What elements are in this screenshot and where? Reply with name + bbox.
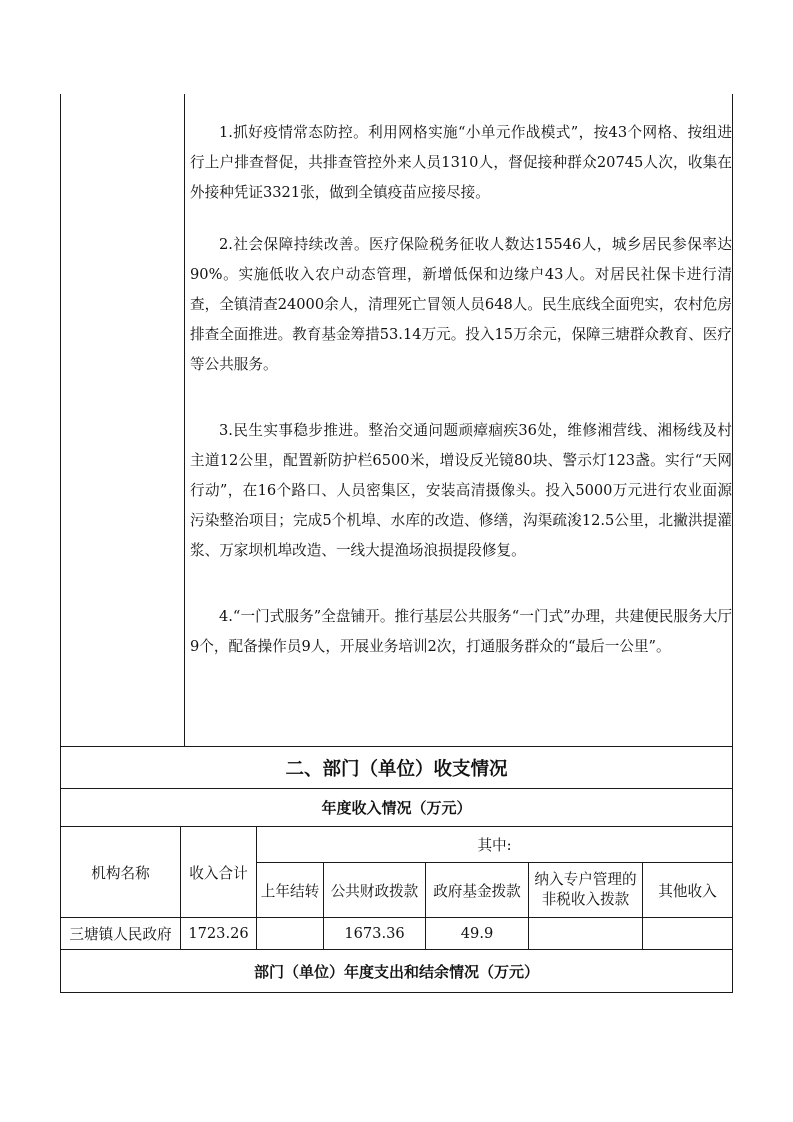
header-income-total: 收入合计 [189, 864, 248, 882]
header-org-name: 机构名称 [91, 864, 150, 882]
header-gov-fund: 政府基金拨款 [433, 882, 521, 900]
header-special-account-line2: 非税收入拨款 [541, 891, 630, 908]
header-special-account-line1: 纳入专户管理的 [534, 871, 637, 888]
narrative-paragraph-4: 4.“一门式服务”全盘铺开。推行基层公共服务“一门式”办理，共建便民服务大厅9个，配备操作员9人，开展业务培训2次，打通服务群众的“最后一公里”。 [190, 608, 732, 655]
row-org-name: 三塘镇人民政府 [69, 926, 172, 943]
row-other-income [643, 918, 732, 949]
narrative-paragraph-3: 3.民生实事稳步推进。整治交通问题顽瘴痼疾36处，维修湘营线、湘杨线及村主道12公里，配置新防护栏6500米，增设反光镜80块、警示灯123盏。实行“天网行动”，在16个路口、人员密集区，安装高清摄像头。投入5000万元进行农业面源污染整治项目；完成5个机埠、水库的改造、修缮，沟渠疏浚12.5公里，北撇洪提灌浆、万家坝机埠改造、一线大提渔场浪损提段修复。 [190, 422, 732, 559]
row-public-finance: 1673.36 [344, 925, 405, 942]
header-carryover: 上年结转 [260, 882, 320, 900]
narrative-paragraph-1: 1.抓好疫情常态防控。利用网格实施“小单元作战模式”，按43个网格、按组进行上户排查督促，共排查管控外来人员1310人，督促接种群众20745人次，收集在外接种凭证3321张，做到全镇疫苗应接尽接。 [190, 124, 732, 201]
header-public-finance: 公共财政拨款 [330, 882, 419, 900]
border-bottom [60, 992, 733, 993]
narrative-left-column-divider [184, 94, 185, 747]
header-special-account [529, 863, 642, 917]
expense-table-title: 部门（单位）年度支出和结余情况（万元） [253, 962, 539, 981]
header-of-which: 其中: [477, 837, 512, 854]
border-right [732, 94, 733, 993]
section-title: 二、部门（单位）收支情况 [285, 758, 508, 780]
income-table-title: 年度收入情况（万元） [321, 799, 472, 817]
row-gov-fund: 49.9 [460, 925, 494, 942]
row-special-account [529, 918, 642, 949]
row-carryover [257, 918, 323, 949]
narrative-paragraph-2: 2.社会保障持续改善。医疗保险税务征收人数达15546人，城乡居民参保率达90%。实施低收入农户动态管理，新增低保和边缘户43人。对居民社保卡进行清查，全镇清查24000余人，清理死亡冒领人员648人。民生底线全面兜实，农村危房排查全面推进。教育基金筹措53.14万元。投入15万余元，保障三塘群众教育、医疗等公共服务。 [190, 236, 732, 373]
row-income-total: 1723.26 [188, 925, 249, 942]
header-other-income: 其他收入 [658, 882, 717, 900]
